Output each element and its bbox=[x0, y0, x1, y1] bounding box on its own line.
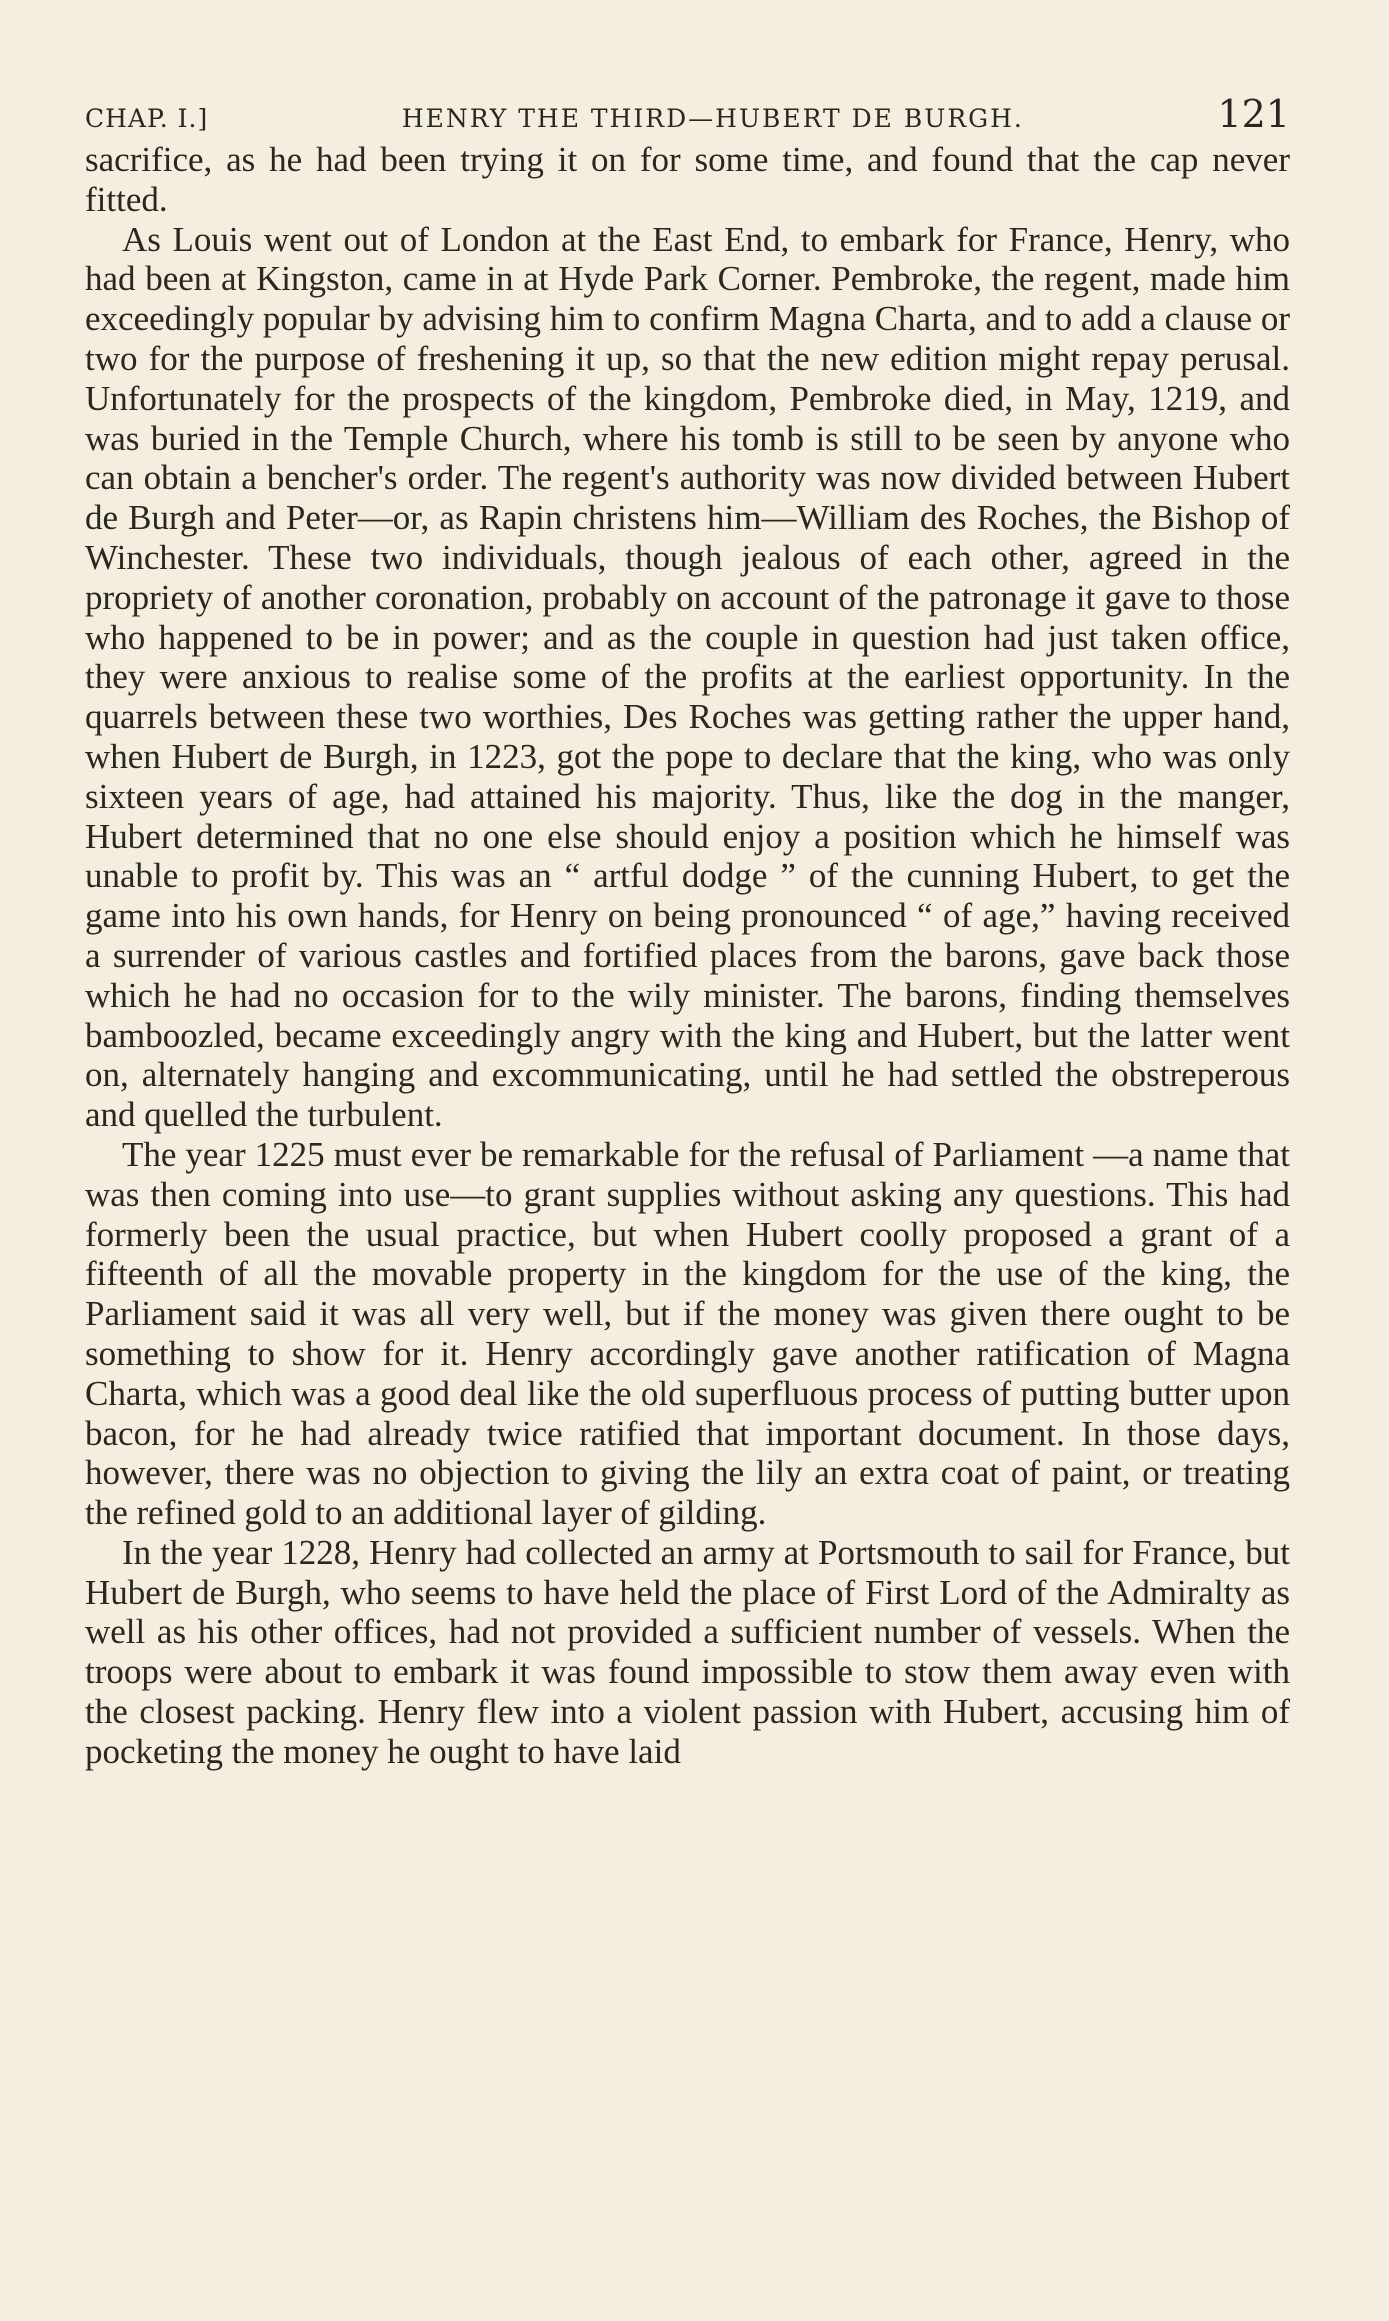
paragraph: The year 1225 must ever be remarkable for the refusal of Parliament —a name that was then coming into use—to grant supplies without asking any questions. This had formerly been the usual practice, but when Hubert coolly proposed a grant of a fifteenth of all the movable property in the kingdom for the use of the king, the Parliament said it was all very well, but if the money was given there ought to be something to show for it. Henry accordingly gave another ratification of Magna Charta, which was a good deal like the old superfluous process of putting butter upon bacon, for he had already twice ratified that important document. In those days, however, there was no objection to giving the lily an extra coat of paint, or treating the refined gold to an additional layer of gilding. bbox=[85, 1134, 1290, 1533]
running-title: HENRY THE THIRD—HUBERT DE BURGH. bbox=[401, 104, 1024, 133]
body-text bbox=[85, 140, 1290, 1772]
book-page bbox=[85, 92, 1290, 1772]
paragraph: As Louis went out of London at the East End, to embark for France, Henry, who had been at Kingston, came in at Hyde Park Corner. Pembroke, the regent, made him exceedingly popular by advising him to confirm Magna Charta, and to add a clause or two for the purpose of freshening it up, so that the new edition might repay perusal. Unfortunately for the prospects of the kingdom, Pembroke died, in May, 1219, and was buried in the Temple Church, where his tomb is still to be seen by anyone who can obtain a bencher's order. The regent's authority was now divided between Hubert de Burgh and Peter—or, as Rapin christens him—William des Roches, the Bishop of Winchester. These two individuals, though jealous of each other, agreed in the propriety of another coronation, probably on account of the patronage it gave to those who happened to be in power; and as the couple in question had just taken office, they were anxious to realise some of the profits at the earliest opportunity. In the quarrels between these two worthies, Des Roches was getting rather the upper hand, when Hubert de Burgh, in 1223, got the pope to declare that the king, who was only sixteen years of age, had attained his majority. Thus, like the dog in the manger, Hubert determined that no one else should enjoy a position which he himself was unable to profit by. This was an “ artful dodge ” of the cunning Hubert, to get the game into his own hands, for Henry on being pronounced “ of age,” having received a surrender of various castles and fortified places from the barons, gave back those which he had no occasion for to the wily minister. The barons, finding themselves bamboozled, became exceedingly angry with the king and Hubert, but the latter went on, alternately hanging and excommunicating, until he had settled the obstreperous and quelled the turbulent. bbox=[85, 219, 1290, 1135]
running-head bbox=[85, 92, 1290, 136]
paragraph-continuation: sacrifice, as he had been trying it on for some time, and found that the cap never fitted. bbox=[85, 140, 1290, 219]
chapter-label: CHAP. I.] bbox=[85, 104, 209, 133]
paragraph: In the year 1228, Henry had collected an army at Portsmouth to sail for France, but Hubert de Burgh, who seems to have held the place of First Lord of the Admiralty as well as his other offices, had not provided a sufficient number of vessels. When the troops were about to embark it was found impossible to stow them away even with the closest packing. Henry flew into a violent passion with Hubert, accusing him of pocketing the money he ought to have laid bbox=[85, 1532, 1290, 1771]
page-number: 121 bbox=[1217, 92, 1290, 136]
